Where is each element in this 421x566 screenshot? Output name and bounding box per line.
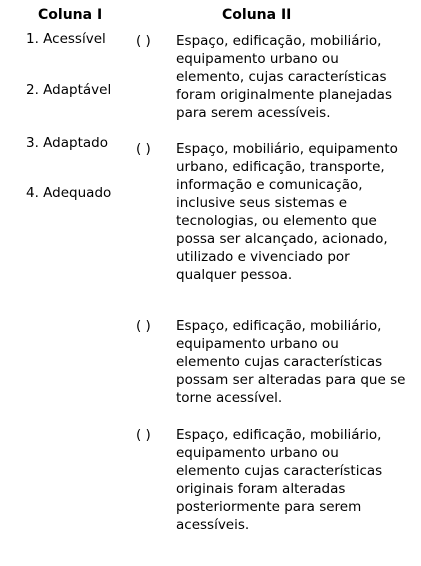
answer-blank-4: ( ) bbox=[136, 427, 151, 443]
answer-blank-1: ( ) bbox=[136, 33, 151, 49]
coluna-ii-header: Coluna II bbox=[222, 7, 292, 23]
coluna-ii-text-2: Espaço, mobiliário, equipamento urbano, edificação, transporte, informação e comunicação, inclusive seus sistemas e tecnologias, ou elemento que possa ser alcançado, acionado, utilizado e vivenciado por qualquer pessoa. bbox=[176, 141, 398, 283]
answer-blank-2: ( ) bbox=[136, 141, 151, 157]
coluna-i-item-2: 2. Adaptável bbox=[26, 82, 112, 98]
coluna-i-item-3: 3. Adaptado bbox=[26, 135, 108, 151]
coluna-ii-text-4: Espaço, edificação, mobiliário, equipamento urbano ou elemento cujas características originais foram alteradas posteriormente para serem acessíveis. bbox=[176, 427, 383, 533]
coluna-i-item-1: 1. Acessível bbox=[26, 31, 106, 47]
coluna-i-item-4: 4. Adequado bbox=[26, 185, 112, 201]
coluna-ii-text-3: Espaço, edificação, mobiliário, equipamento urbano ou elemento cujas características possam ser alteradas para que se torne acessível. bbox=[176, 318, 406, 406]
coluna-ii-text-1: Espaço, edificação, mobiliário, equipamento urbano ou elemento, cujas características foram originalmente planejadas para serem acessíveis. bbox=[176, 33, 392, 121]
coluna-i-header: Coluna I bbox=[38, 7, 103, 23]
answer-blank-3: ( ) bbox=[136, 318, 151, 334]
